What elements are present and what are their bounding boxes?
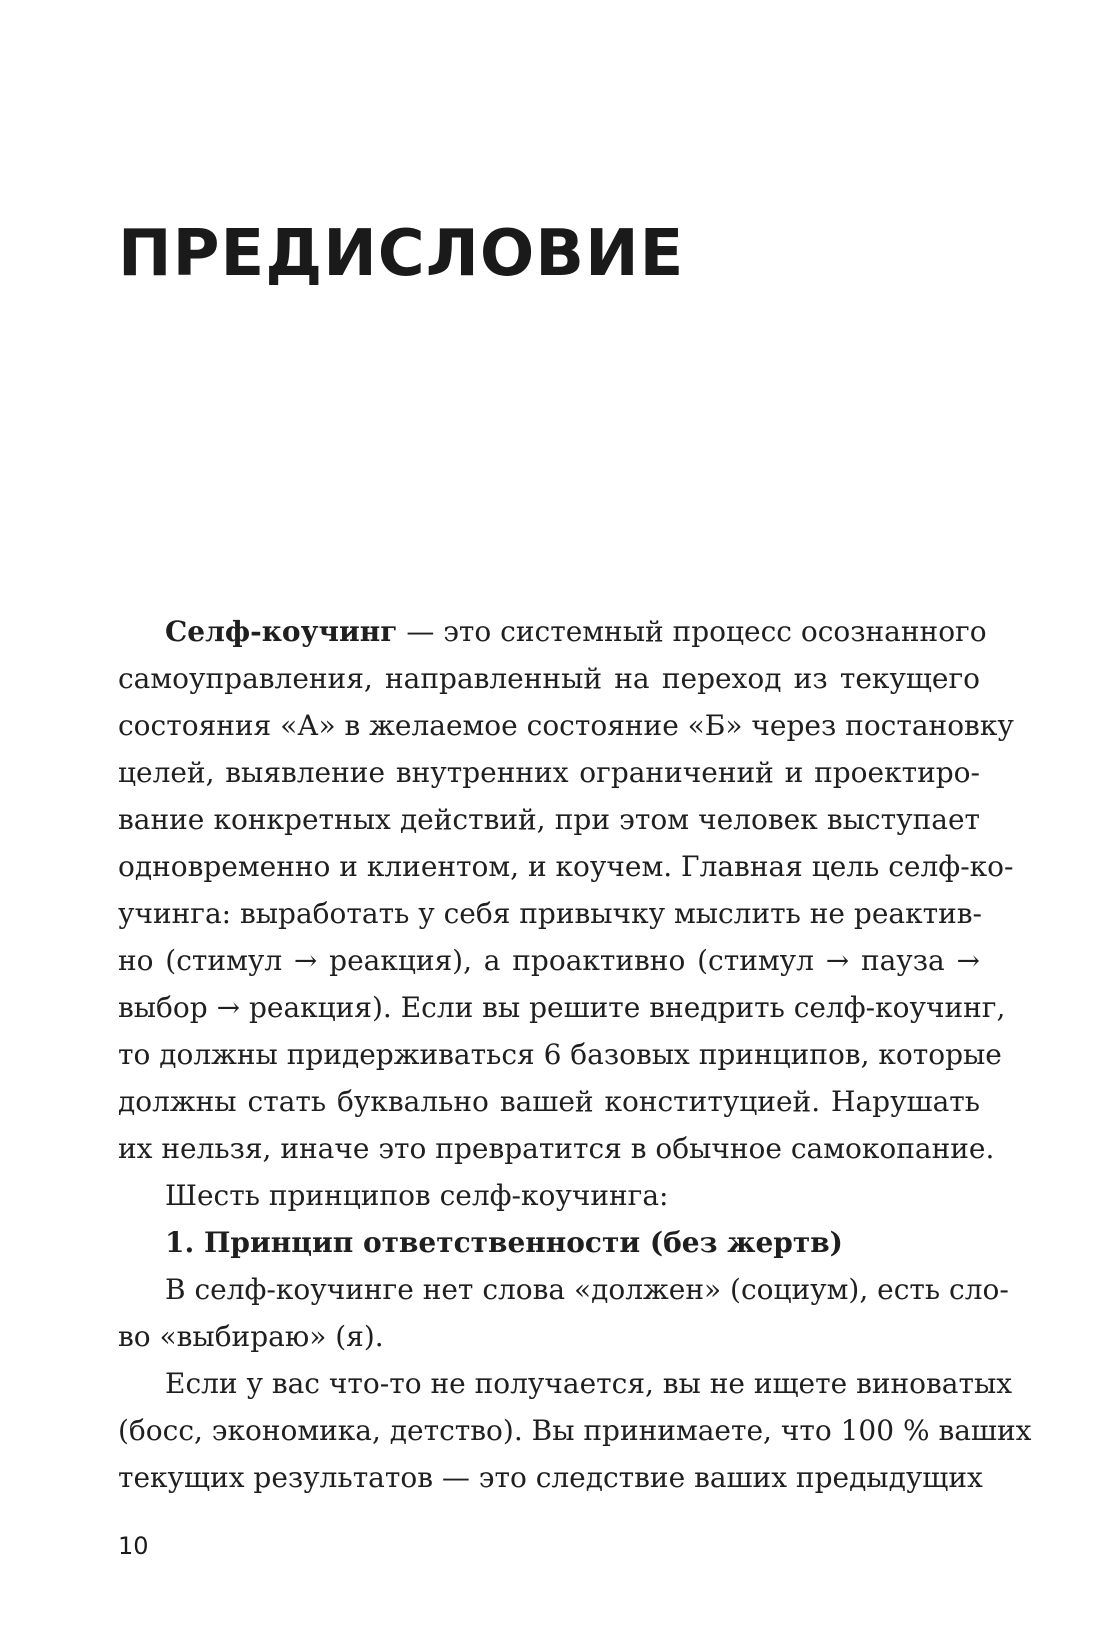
principle-heading: 1. Принцип ответственности (без жертв) xyxy=(165,1226,843,1259)
text-line: вание конкретных действий, при этом человек выступает xyxy=(118,803,980,836)
text-line: Если у вас что-то не получается, вы не ищете виноватых xyxy=(165,1367,1013,1400)
list-intro: Шесть принципов селф-коучинга: xyxy=(165,1179,669,1212)
text-line: целей, выявление внутренних ограничений и проектиро- xyxy=(118,756,980,789)
text-line: выбор → реакция). Если вы решите внедрить селф-коучинг, xyxy=(118,991,1006,1024)
text-span: — это системный процесс осознанного xyxy=(397,615,987,648)
text-line: (босс, экономика, детство). Вы принимаете, что 100 % ваших xyxy=(118,1414,1032,1447)
paragraph-principle-1-a xyxy=(118,1266,1009,1360)
text-line: В селф-коучинге нет слова «должен» (социум), есть сло- xyxy=(165,1273,1009,1306)
paragraph-principle-1-b xyxy=(118,1360,1032,1501)
text-line: но (стимул → реакция), а проактивно (стимул → пауза → xyxy=(118,944,980,977)
text-line: учинга: выработать у себя привычку мыслить не реактив- xyxy=(118,897,982,930)
body-text xyxy=(118,608,1032,1501)
text-line: текущих результатов — это следствие ваших предыдущих xyxy=(118,1461,983,1494)
defined-term: Селф-коучинг xyxy=(165,615,398,648)
text-line: состояния «А» в желаемое состояние «Б» через постановку xyxy=(118,709,1014,742)
text-line: одновременно и клиентом, и коучем. Главная цель селф-ко- xyxy=(118,850,1014,883)
text-line: самоуправления, направленный на переход из текущего xyxy=(118,662,980,695)
page-number: 10 xyxy=(118,1532,149,1560)
chapter-title: ПРЕДИСЛОВИЕ xyxy=(118,217,685,291)
text-line: должны стать буквально вашей конституцией. Нарушать xyxy=(118,1085,980,1118)
text-line: то должны придерживаться 6 базовых принципов, которые xyxy=(118,1038,1002,1071)
text-line: во «выбираю» (я). xyxy=(118,1320,384,1353)
paragraph-intro xyxy=(118,608,1014,1172)
text-line: их нельзя, иначе это превратится в обычное самокопание. xyxy=(118,1132,995,1165)
text-line xyxy=(118,608,987,655)
